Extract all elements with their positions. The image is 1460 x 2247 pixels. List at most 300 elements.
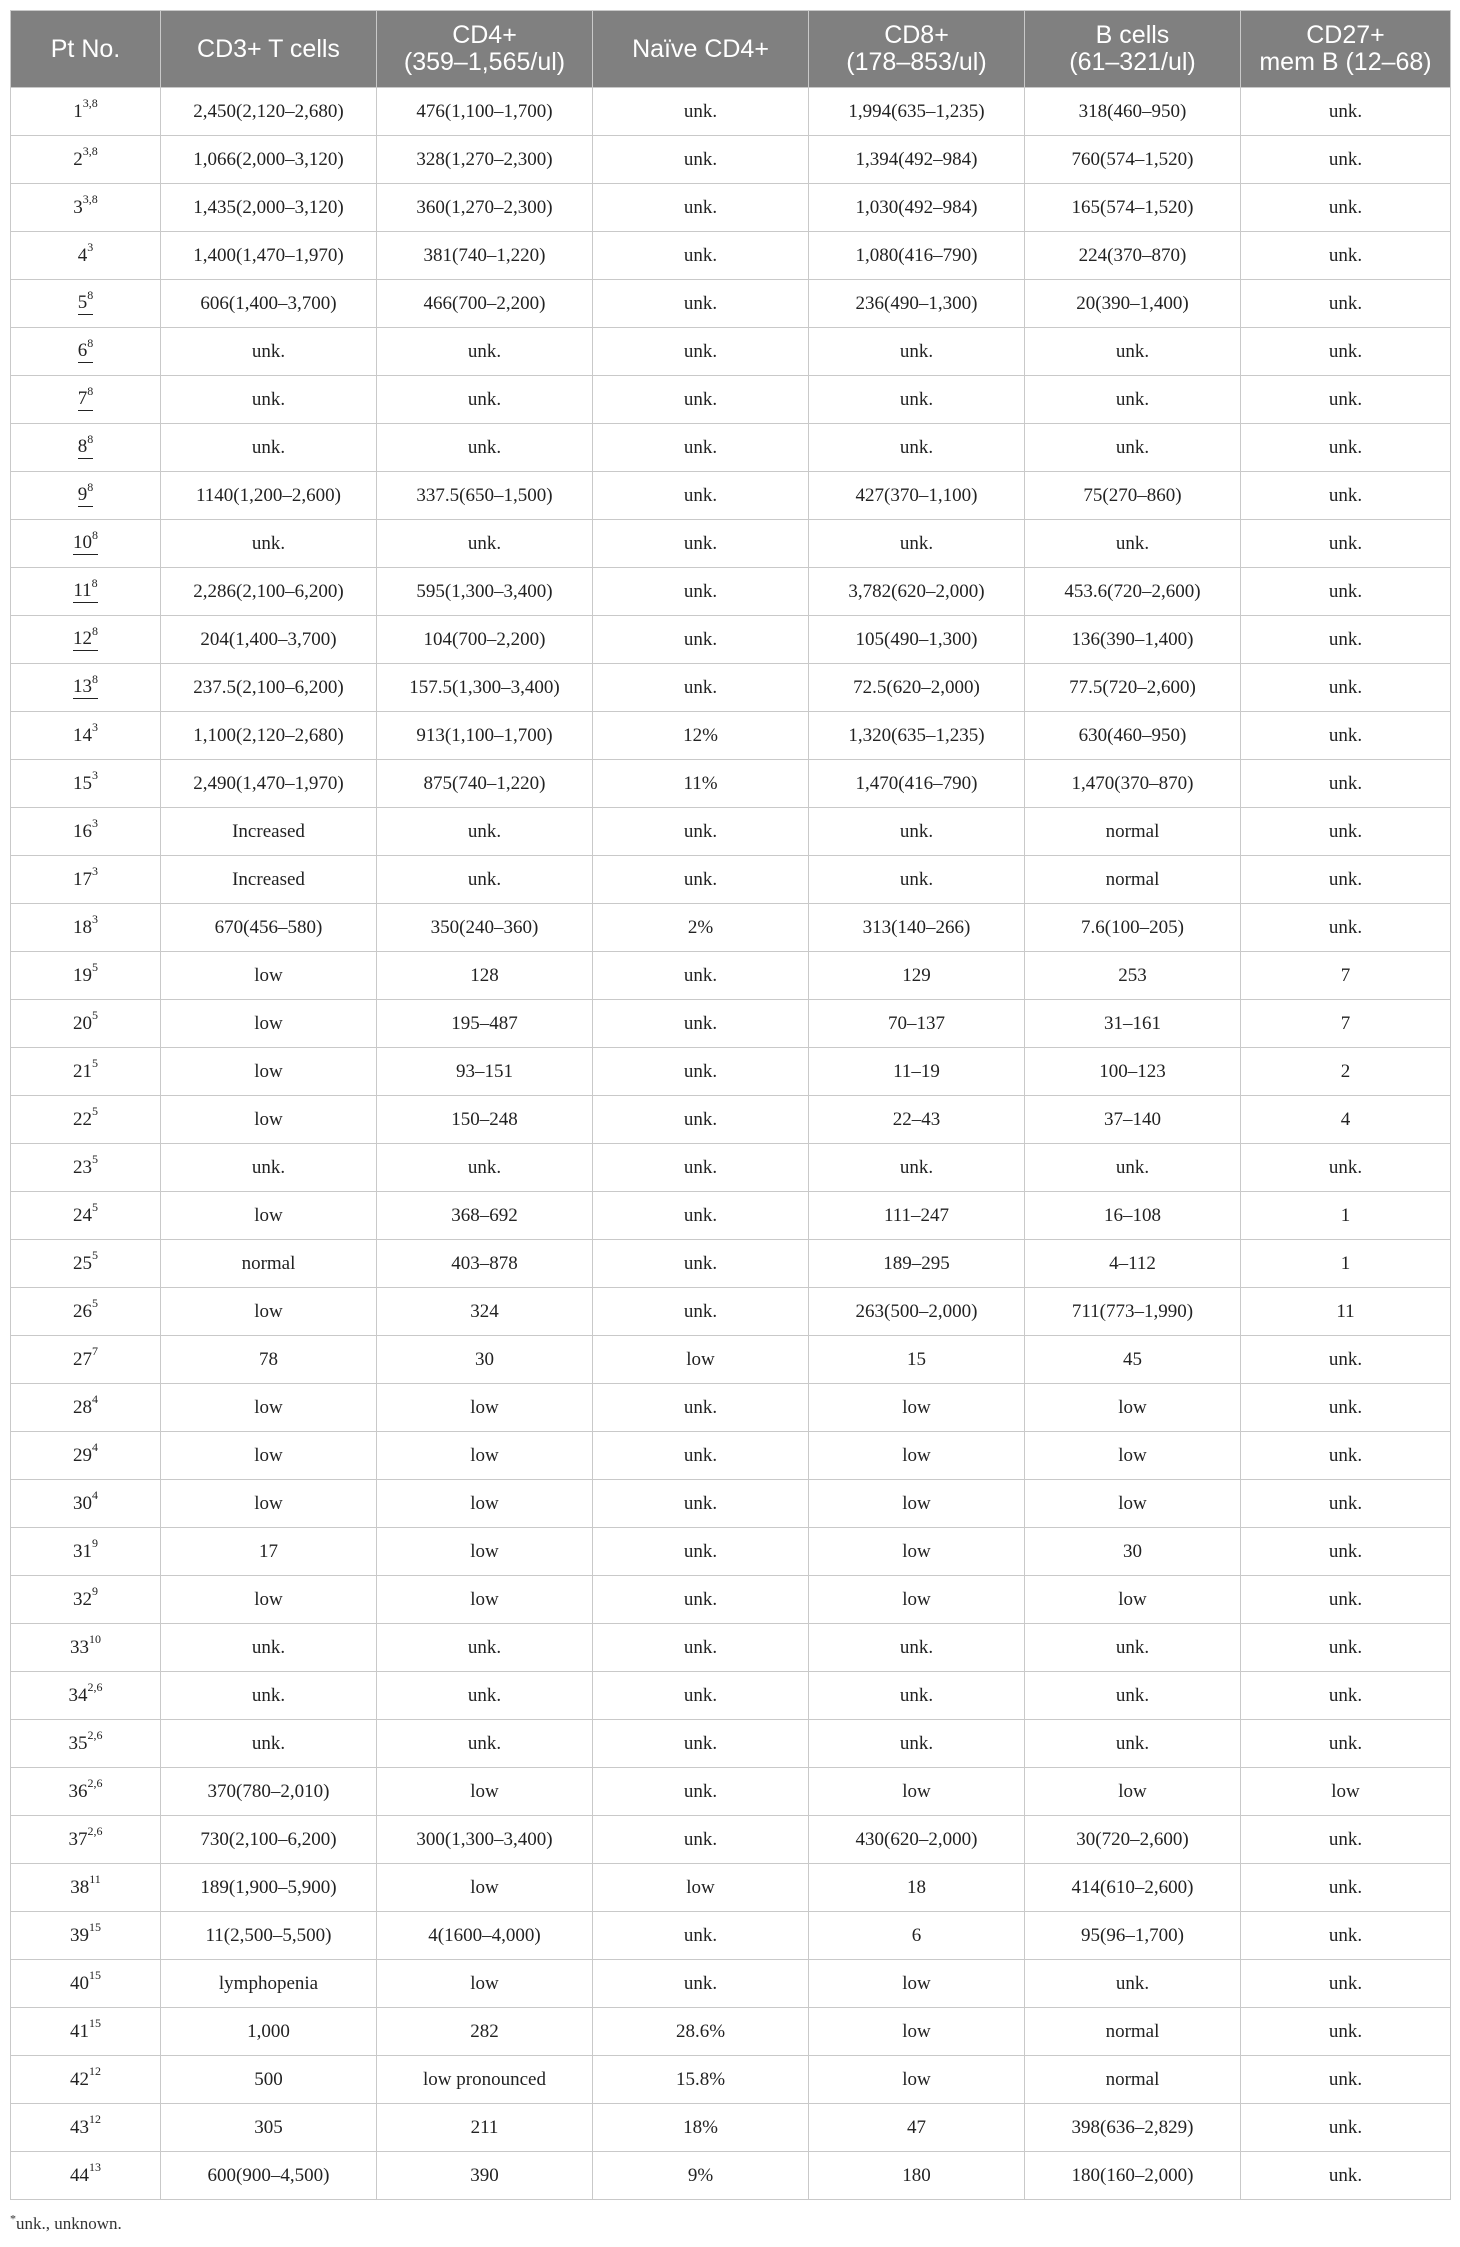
pt-number: 16: [73, 820, 92, 842]
cell-cd4: 913(1,100–1,700): [377, 712, 593, 760]
cell-naive-cd4: unk.: [593, 856, 809, 904]
cell-pt-no: [11, 1096, 161, 1144]
pt-reference: 3: [92, 720, 98, 735]
cell-cd3: 1,100(2,120–2,680): [161, 712, 377, 760]
cell-b-cells: normal: [1025, 2056, 1241, 2104]
pt-id: [73, 623, 98, 651]
cell-b-cells: 760(574–1,520): [1025, 136, 1241, 184]
cell-cd3: 2,490(1,470–1,970): [161, 760, 377, 808]
cell-b-cells: unk.: [1025, 1960, 1241, 2008]
cell-b-cells: 75(270–860): [1025, 472, 1241, 520]
cell-cd3: 11(2,500–5,500): [161, 1912, 377, 1960]
cell-cd3: unk.: [161, 520, 377, 568]
cell-naive-cd4: unk.: [593, 1912, 809, 1960]
pt-id: [77, 431, 94, 459]
cell-cd4: 595(1,300–3,400): [377, 568, 593, 616]
cell-cd27-mem-b: unk.: [1241, 1144, 1451, 1192]
cell-cd27-mem-b: low: [1241, 1768, 1451, 1816]
table-row: [11, 1144, 1451, 1192]
cell-pt-no: [11, 904, 161, 952]
pt-number: 21: [73, 1060, 92, 1082]
pt-reference: 3: [92, 864, 98, 879]
cell-cd3: 1,000: [161, 2008, 377, 2056]
cell-cd4: low: [377, 1960, 593, 2008]
cell-cd8: unk.: [809, 1672, 1025, 1720]
cell-cd8: 47: [809, 2104, 1025, 2152]
cell-cd4: low pronounced: [377, 2056, 593, 2104]
cell-cd8: low: [809, 2056, 1025, 2104]
pt-reference: 5: [92, 1248, 98, 1263]
cell-cd3: 237.5(2,100–6,200): [161, 664, 377, 712]
cell-cd4: 150–248: [377, 1096, 593, 1144]
pt-id: [73, 1008, 98, 1035]
cell-naive-cd4: unk.: [593, 1432, 809, 1480]
cell-b-cells: 224(370–870): [1025, 232, 1241, 280]
cell-cd27-mem-b: unk.: [1241, 2008, 1451, 2056]
cell-b-cells: normal: [1025, 2008, 1241, 2056]
cell-naive-cd4: unk.: [593, 1816, 809, 1864]
cell-pt-no: [11, 1384, 161, 1432]
cell-b-cells: 4–112: [1025, 1240, 1241, 1288]
cell-cd27-mem-b: unk.: [1241, 760, 1451, 808]
pt-reference: 9: [92, 1536, 98, 1551]
table-body: [11, 88, 1451, 2200]
cell-pt-no: [11, 1144, 161, 1192]
pt-number: 7: [77, 388, 88, 409]
pt-reference: 15: [89, 1920, 101, 1935]
pt-id: [68, 1776, 103, 1803]
table-footnote: [10, 2211, 122, 2234]
cell-cd8: low: [809, 2008, 1025, 2056]
table-row: [11, 1960, 1451, 2008]
table-row: [11, 1432, 1451, 1480]
pt-reference: 5: [92, 960, 98, 975]
cell-cd8: 11–19: [809, 1048, 1025, 1096]
cell-pt-no: [11, 1528, 161, 1576]
cell-b-cells: 318(460–950): [1025, 88, 1241, 136]
cell-cd8: 105(490–1,300): [809, 616, 1025, 664]
cell-cd3: 305: [161, 2104, 377, 2152]
cell-pt-no: [11, 1720, 161, 1768]
cell-cd27-mem-b: unk.: [1241, 88, 1451, 136]
cell-cd3: unk.: [161, 1624, 377, 1672]
pt-number: 43: [70, 2116, 89, 2138]
pt-id: [68, 1728, 103, 1755]
cell-b-cells: 7.6(100–205): [1025, 904, 1241, 952]
cell-b-cells: low: [1025, 1384, 1241, 1432]
cell-cd27-mem-b: unk.: [1241, 568, 1451, 616]
pt-id: [73, 768, 98, 795]
cell-pt-no: [11, 1432, 161, 1480]
cell-cd3: 1,435(2,000–3,120): [161, 184, 377, 232]
cell-b-cells: 398(636–2,829): [1025, 2104, 1241, 2152]
cell-cd4: low: [377, 1768, 593, 1816]
cell-cd8: unk.: [809, 376, 1025, 424]
pt-id: [73, 1488, 98, 1515]
cell-b-cells: low: [1025, 1768, 1241, 1816]
cell-naive-cd4: 28.6%: [593, 2008, 809, 2056]
cell-cd3: 500: [161, 2056, 377, 2104]
pt-number: 10: [73, 532, 92, 553]
cell-naive-cd4: unk.: [593, 1480, 809, 1528]
cell-b-cells: 253: [1025, 952, 1241, 1000]
cell-cd8: 72.5(620–2,000): [809, 664, 1025, 712]
cell-pt-no: [11, 88, 161, 136]
cell-cd4: 337.5(650–1,500): [377, 472, 593, 520]
pt-id: [73, 1248, 98, 1275]
header-naive-cd4: [593, 11, 809, 88]
pt-reference: 3,8: [82, 144, 98, 159]
pt-reference: 8: [87, 287, 94, 302]
pt-number: 27: [73, 1348, 92, 1370]
table-row: [11, 1912, 1451, 1960]
cell-naive-cd4: unk.: [593, 1672, 809, 1720]
pt-id: [73, 1344, 98, 1371]
cell-b-cells: 100–123: [1025, 1048, 1241, 1096]
cell-naive-cd4: 2%: [593, 904, 809, 952]
table-row: [11, 376, 1451, 424]
pt-reference: 8: [87, 383, 94, 398]
cell-pt-no: [11, 1192, 161, 1240]
cell-cd8: unk.: [809, 328, 1025, 376]
cell-cd4: 875(740–1,220): [377, 760, 593, 808]
pt-number: 37: [68, 1828, 88, 1850]
cell-cd4: low: [377, 1480, 593, 1528]
pt-reference: 8: [92, 527, 98, 542]
pt-id: [73, 1296, 98, 1323]
pt-number: 41: [70, 2020, 89, 2042]
cell-cd3: 17: [161, 1528, 377, 1576]
cell-cd3: low: [161, 952, 377, 1000]
pt-number: 36: [68, 1780, 88, 1802]
cell-cd3: 1,400(1,470–1,970): [161, 232, 377, 280]
cell-cd4: 282: [377, 2008, 593, 2056]
pt-id: [73, 960, 98, 987]
cell-cd3: low: [161, 1576, 377, 1624]
pt-reference: 5: [92, 1296, 98, 1311]
pt-number: 14: [73, 724, 92, 746]
table-row: [11, 808, 1451, 856]
cell-cd8: low: [809, 1480, 1025, 1528]
cell-naive-cd4: unk.: [593, 376, 809, 424]
pt-id: [73, 1200, 98, 1227]
cell-cd3: low: [161, 1288, 377, 1336]
pt-reference: 3: [92, 768, 98, 783]
cell-cd27-mem-b: unk.: [1241, 2056, 1451, 2104]
cell-cd27-mem-b: 1: [1241, 1240, 1451, 1288]
table-row: [11, 424, 1451, 472]
pt-id: [77, 383, 94, 411]
pt-id: [70, 1968, 101, 1995]
pt-id: [73, 527, 98, 555]
cell-pt-no: [11, 184, 161, 232]
cell-cd8: 236(490–1,300): [809, 280, 1025, 328]
header-b-cells-label: B cells: [1095, 21, 1170, 49]
pt-id: [70, 1632, 101, 1659]
cell-b-cells: low: [1025, 1480, 1241, 1528]
table-row: [11, 184, 1451, 232]
pt-id: [70, 2016, 101, 2043]
cell-naive-cd4: unk.: [593, 136, 809, 184]
cell-cd4: unk.: [377, 424, 593, 472]
cell-cd8: 1,994(635–1,235): [809, 88, 1025, 136]
cell-cd4: low: [377, 1432, 593, 1480]
cell-cd4: 476(1,100–1,700): [377, 88, 593, 136]
cell-pt-no: [11, 328, 161, 376]
cell-pt-no: [11, 1000, 161, 1048]
cell-cd8: 1,030(492–984): [809, 184, 1025, 232]
table-row: [11, 616, 1451, 664]
cell-cd8: 22–43: [809, 1096, 1025, 1144]
pt-id: [68, 1824, 103, 1851]
pt-id: [73, 1056, 98, 1083]
pt-id: [70, 2160, 101, 2187]
cell-cd8: unk.: [809, 856, 1025, 904]
cell-cd4: 128: [377, 952, 593, 1000]
cell-naive-cd4: unk.: [593, 424, 809, 472]
cell-cd8: 313(140–266): [809, 904, 1025, 952]
cell-naive-cd4: unk.: [593, 1528, 809, 1576]
cell-cd27-mem-b: unk.: [1241, 520, 1451, 568]
table-row: [11, 1768, 1451, 1816]
cell-pt-no: [11, 808, 161, 856]
cell-cd3: 2,450(2,120–2,680): [161, 88, 377, 136]
pt-reference: 5: [92, 1008, 98, 1023]
cell-cd4: 195–487: [377, 1000, 593, 1048]
cell-cd8: 1,394(492–984): [809, 136, 1025, 184]
cell-pt-no: [11, 136, 161, 184]
cell-cd27-mem-b: unk.: [1241, 1384, 1451, 1432]
pt-number: 38: [70, 1876, 90, 1898]
table-row: [11, 1384, 1451, 1432]
cell-b-cells: 30: [1025, 1528, 1241, 1576]
cell-cd8: 430(620–2,000): [809, 1816, 1025, 1864]
cell-pt-no: [11, 424, 161, 472]
cell-pt-no: [11, 1864, 161, 1912]
cell-cd8: low: [809, 1960, 1025, 2008]
pt-reference: 2,6: [87, 1776, 103, 1791]
cell-cd3: 2,286(2,100–6,200): [161, 568, 377, 616]
cell-naive-cd4: low: [593, 1864, 809, 1912]
table-row: [11, 1528, 1451, 1576]
table-row: [11, 136, 1451, 184]
cell-pt-no: [11, 568, 161, 616]
cell-naive-cd4: unk.: [593, 616, 809, 664]
table-row: [11, 1192, 1451, 1240]
pt-number: 31: [73, 1540, 92, 1562]
cell-cd3: unk.: [161, 1144, 377, 1192]
table-row: [11, 1000, 1451, 1048]
pt-id: [73, 1104, 98, 1131]
pt-reference: 4: [92, 1440, 98, 1455]
cell-cd3: low: [161, 1480, 377, 1528]
cell-pt-no: [11, 1336, 161, 1384]
cell-cd4: 466(700–2,200): [377, 280, 593, 328]
cell-b-cells: 31–161: [1025, 1000, 1241, 1048]
pt-id: [73, 575, 98, 603]
cell-pt-no: [11, 2056, 161, 2104]
pt-number: 9: [77, 484, 88, 505]
cell-pt-no: [11, 1576, 161, 1624]
cell-naive-cd4: unk.: [593, 1288, 809, 1336]
cell-cd27-mem-b: unk.: [1241, 1912, 1451, 1960]
cell-naive-cd4: unk.: [593, 520, 809, 568]
cell-b-cells: unk.: [1025, 328, 1241, 376]
cell-cd27-mem-b: unk.: [1241, 1960, 1451, 2008]
cell-b-cells: 711(773–1,990): [1025, 1288, 1241, 1336]
cell-cd8: 1,320(635–1,235): [809, 712, 1025, 760]
cell-cd27-mem-b: unk.: [1241, 808, 1451, 856]
cell-pt-no: [11, 280, 161, 328]
pt-reference: 8: [92, 671, 98, 686]
pt-number: 22: [73, 1108, 92, 1130]
cell-cd4: 4(1600–4,000): [377, 1912, 593, 1960]
cell-b-cells: 16–108: [1025, 1192, 1241, 1240]
cell-pt-no: [11, 616, 161, 664]
cell-naive-cd4: unk.: [593, 1624, 809, 1672]
cell-cd8: low: [809, 1528, 1025, 1576]
pt-reference: 8: [87, 335, 94, 350]
cell-cd27-mem-b: unk.: [1241, 184, 1451, 232]
cell-cd8: 70–137: [809, 1000, 1025, 1048]
pt-reference: 2,6: [87, 1680, 103, 1695]
table-row: [11, 472, 1451, 520]
cell-naive-cd4: unk.: [593, 568, 809, 616]
pt-id: [73, 720, 98, 747]
cell-cd3: low: [161, 1432, 377, 1480]
cell-cd8: low: [809, 1432, 1025, 1480]
cell-naive-cd4: unk.: [593, 1144, 809, 1192]
cell-pt-no: [11, 232, 161, 280]
pt-id: [73, 96, 98, 123]
cell-naive-cd4: unk.: [593, 1576, 809, 1624]
cell-cd27-mem-b: 1: [1241, 1192, 1451, 1240]
cell-cd27-mem-b: 4: [1241, 1096, 1451, 1144]
table-row: [11, 1288, 1451, 1336]
cell-cd8: low: [809, 1384, 1025, 1432]
header-cd4: [377, 11, 593, 88]
pt-id: [70, 1920, 101, 1947]
cell-cd8: unk.: [809, 1720, 1025, 1768]
table-row: [11, 1240, 1451, 1288]
cell-cd4: unk.: [377, 328, 593, 376]
pt-reference: 3: [87, 240, 94, 255]
cell-pt-no: [11, 472, 161, 520]
cell-pt-no: [11, 2104, 161, 2152]
cell-cd3: 370(780–2,010): [161, 1768, 377, 1816]
header-b-cells: [1025, 11, 1241, 88]
cell-cd27-mem-b: 11: [1241, 1288, 1451, 1336]
cell-cd27-mem-b: unk.: [1241, 1864, 1451, 1912]
pt-number: 18: [73, 916, 92, 938]
cell-cd8: 18: [809, 1864, 1025, 1912]
pt-number: 40: [70, 1972, 89, 1994]
cell-cd8: 6: [809, 1912, 1025, 1960]
cell-cd27-mem-b: 7: [1241, 1000, 1451, 1048]
pt-id: [70, 2064, 101, 2091]
cell-naive-cd4: unk.: [593, 664, 809, 712]
pt-reference: 13: [89, 2160, 101, 2175]
pt-id: [77, 479, 94, 507]
cell-naive-cd4: unk.: [593, 1960, 809, 2008]
cell-cd27-mem-b: unk.: [1241, 904, 1451, 952]
table-row: [11, 328, 1451, 376]
cell-cd8: 3,782(620–2,000): [809, 568, 1025, 616]
cell-cd27-mem-b: unk.: [1241, 1720, 1451, 1768]
cell-cd8: 180: [809, 2152, 1025, 2200]
cell-cd3: lymphopenia: [161, 1960, 377, 2008]
pt-reference: 9: [92, 1584, 98, 1599]
cell-cd4: unk.: [377, 1624, 593, 1672]
cell-naive-cd4: unk.: [593, 328, 809, 376]
cell-pt-no: [11, 2008, 161, 2056]
table-row: [11, 904, 1451, 952]
cell-cd4: 360(1,270–2,300): [377, 184, 593, 232]
table-row: [11, 2152, 1451, 2200]
cell-naive-cd4: unk.: [593, 1768, 809, 1816]
cell-cd4: low: [377, 1528, 593, 1576]
pt-id: [77, 287, 94, 315]
cell-cd4: 328(1,270–2,300): [377, 136, 593, 184]
pt-reference: 3,8: [82, 192, 98, 207]
pt-reference: 4: [92, 1392, 98, 1407]
pt-number: 13: [73, 676, 92, 697]
pt-id: [73, 816, 98, 843]
table-row: [11, 760, 1451, 808]
cell-cd4: unk.: [377, 856, 593, 904]
header-cd4-range: (359–1,565/ul): [403, 48, 566, 76]
cell-cd27-mem-b: unk.: [1241, 2104, 1451, 2152]
cell-pt-no: [11, 376, 161, 424]
pt-id: [73, 1440, 98, 1467]
pt-id: [68, 1680, 103, 1707]
cell-b-cells: normal: [1025, 856, 1241, 904]
cell-cd8: unk.: [809, 1624, 1025, 1672]
cell-b-cells: 95(96–1,700): [1025, 1912, 1241, 1960]
pt-id: [73, 912, 98, 939]
header-pt-no-label: Pt No.: [50, 34, 121, 63]
cell-b-cells: unk.: [1025, 1624, 1241, 1672]
cell-cd3: low: [161, 1000, 377, 1048]
header-pt-no: [11, 11, 161, 88]
table-header: [11, 11, 1451, 88]
cell-naive-cd4: 9%: [593, 2152, 809, 2200]
pt-number: 5: [77, 292, 88, 313]
cell-cd8: low: [809, 1768, 1025, 1816]
pt-reference: 2,6: [87, 1728, 103, 1743]
cell-cd3: unk.: [161, 376, 377, 424]
cell-pt-no: [11, 1624, 161, 1672]
cell-pt-no: [11, 1672, 161, 1720]
cell-b-cells: unk.: [1025, 1672, 1241, 1720]
cell-pt-no: [11, 1480, 161, 1528]
pt-reference: 5: [92, 1200, 98, 1215]
table-row: [11, 1096, 1451, 1144]
cell-cd3: unk.: [161, 424, 377, 472]
table-row: [11, 712, 1451, 760]
pt-id: [73, 671, 98, 699]
cell-b-cells: 136(390–1,400): [1025, 616, 1241, 664]
cell-pt-no: [11, 760, 161, 808]
cell-cd27-mem-b: unk.: [1241, 1672, 1451, 1720]
cell-b-cells: 20(390–1,400): [1025, 280, 1241, 328]
cell-cd27-mem-b: unk.: [1241, 856, 1451, 904]
cell-cd8: 427(370–1,100): [809, 472, 1025, 520]
pt-reference: 5: [92, 1104, 98, 1119]
cell-cd3: low: [161, 1384, 377, 1432]
cell-pt-no: [11, 1240, 161, 1288]
pt-number: 4: [77, 244, 88, 266]
